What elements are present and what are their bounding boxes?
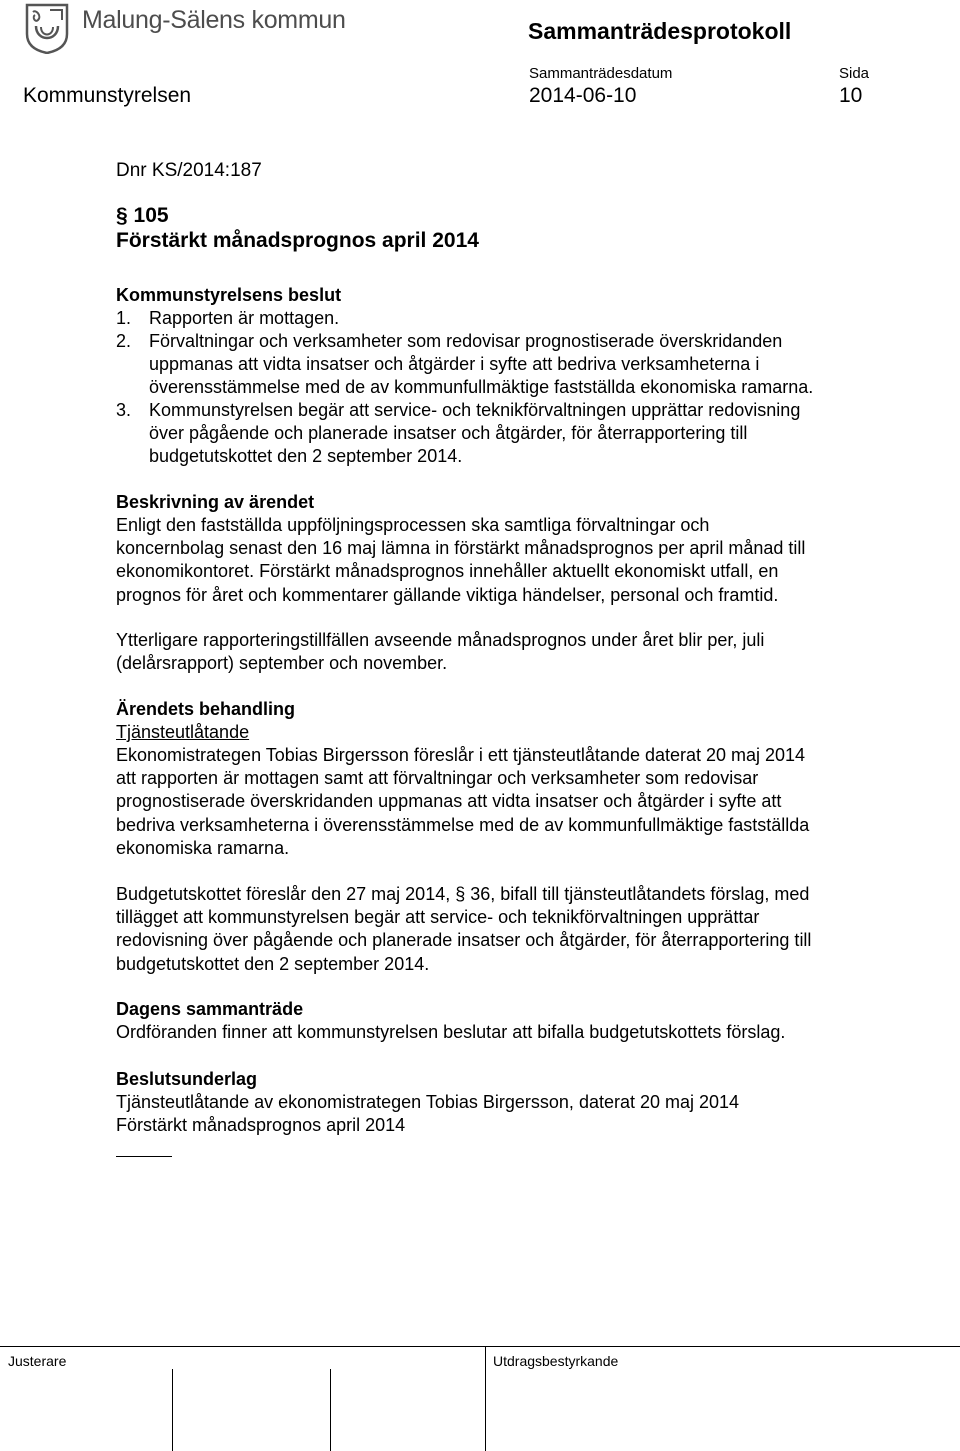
text-line: bedriva verksamheterna i överensstämmelse med de av kommunfullmäktige fastställda [116, 814, 810, 835]
text-line: prognos för året och kommentarer gällande viktiga händelser, personal och framtid. [116, 584, 779, 605]
municipality-logo [24, 2, 70, 54]
adjuster-label: Justerare [8, 1353, 67, 1369]
basis-heading: Beslutsunderlag [116, 1069, 258, 1089]
section-title: Förstärkt månadsprognos april 2014 [116, 229, 479, 252]
meeting-text: Ordföranden finner att kommunstyrelsen beslutar att bifalla budgetutskottets förslag. [116, 1022, 786, 1042]
text-line: koncernbolag senast den 16 maj lämna in förstärkt månadsprognos per april månad till [116, 538, 806, 559]
municipality-name: Malung-Sälens kommun [82, 6, 346, 34]
text-line: Ekonomistrategen Tobias Birgersson föreslår i ett tjänsteutlåtande daterat 20 maj 2014 [116, 745, 806, 765]
text-line: prognostiserade överskridanden uppmanas att vidta insatser och åtgärder i syfte att [116, 791, 782, 812]
description-paragraph-1 [116, 514, 805, 607]
text-line: budgetutskottet den 2 september 2014. [116, 953, 430, 974]
basis-item: Förstärkt månadsprognos april 2014 [116, 1115, 406, 1136]
decision-item-line: budgetutskottet den 2 september 2014. [149, 446, 463, 467]
decision-item-line: överensstämmelse med de av kommunfullmäktige fastställda ekonomiska ramarna. [149, 377, 814, 398]
decision-item-line: uppmanas att vidta insatser och åtgärder i syfte att bedriva verksamheterna i [149, 354, 760, 375]
meeting-heading: Dagens sammanträde [116, 999, 304, 1019]
page-number: 10 [839, 84, 863, 107]
page-label: Sida [839, 65, 870, 82]
decision-item-number: 1. [116, 308, 132, 328]
description-paragraph-2 [116, 629, 764, 675]
decision-item-line: Förvaltningar och verksamheter som redovisar prognostiserade överskridanden [149, 331, 783, 351]
basis-item: Tjänsteutlåtande av ekonomistrategen Tobias Birgersson, daterat 20 maj 2014 [116, 1092, 740, 1112]
handling-paragraph-2 [116, 883, 811, 976]
date-label: Sammanträdesdatum [529, 65, 673, 82]
signature-box-divider [330, 1369, 331, 1451]
case-number: Dnr KS/2014:187 [116, 160, 262, 181]
description-heading: Beskrivning av ärendet [116, 492, 315, 512]
text-line: Ytterligare rapporteringstillfällen avseende månadsprognos under året blir per, juli [116, 630, 765, 650]
signature-box-divider [172, 1369, 173, 1451]
text-line: ekonomiska ramarna. [116, 837, 290, 858]
text-line: redovisning över pågående och planerade insatser och åtgärder, för återrapportering till [116, 930, 812, 951]
text-line: att rapporten är mottagen samt att förvaltningar och verksamheter som redovisar [116, 768, 759, 789]
handling-subheading: Tjänsteutlåtande [116, 722, 250, 742]
document-type: Sammanträdesprotokoll [528, 18, 792, 44]
text-line: Enligt den fastställda uppföljningsprocessen ska samtliga förvaltningar och [116, 515, 710, 535]
decision-item-number: 2. [116, 331, 132, 351]
meeting-date: 2014-06-10 [529, 84, 637, 107]
section-symbol: § [116, 204, 128, 227]
decision-item-line: Kommunstyrelsen begär att service- och teknikförvaltningen upprättar redovisning [149, 400, 801, 420]
signature-box-divider [485, 1346, 486, 1451]
basis-list [116, 1091, 739, 1137]
text-line: tillägget att kommunstyrelsen begär att service- och teknikförvaltningen upprättar [116, 907, 760, 928]
certification-label: Utdragsbestyrkande [493, 1353, 619, 1369]
text-line: (delårsrapport) september och november. [116, 653, 448, 674]
section-num: 105 [133, 204, 169, 227]
decision-heading: Kommunstyrelsens beslut [116, 285, 342, 305]
end-separator [116, 1156, 172, 1157]
text-line: Budgetutskottet föreslår den 27 maj 2014, § 36, bifall till tjänsteutlåtandets förslag, med [116, 884, 810, 904]
handling-paragraph-1 [116, 744, 809, 860]
footer-rule [0, 1346, 960, 1347]
handling-heading: Ärendets behandling [116, 699, 296, 719]
decision-item-line: över pågående och planerade insatser och åtgärder, för återrapportering till [149, 423, 748, 444]
committee-name: Kommunstyrelsen [23, 84, 192, 107]
section-number [116, 203, 169, 229]
text-line: ekonomikontoret. Förstärkt månadsprognos innehåller aktuellt ekonomiskt utfall, en [116, 561, 779, 582]
decision-item-line: Rapporten är mottagen. [149, 308, 340, 328]
decision-item-number: 3. [116, 400, 132, 420]
